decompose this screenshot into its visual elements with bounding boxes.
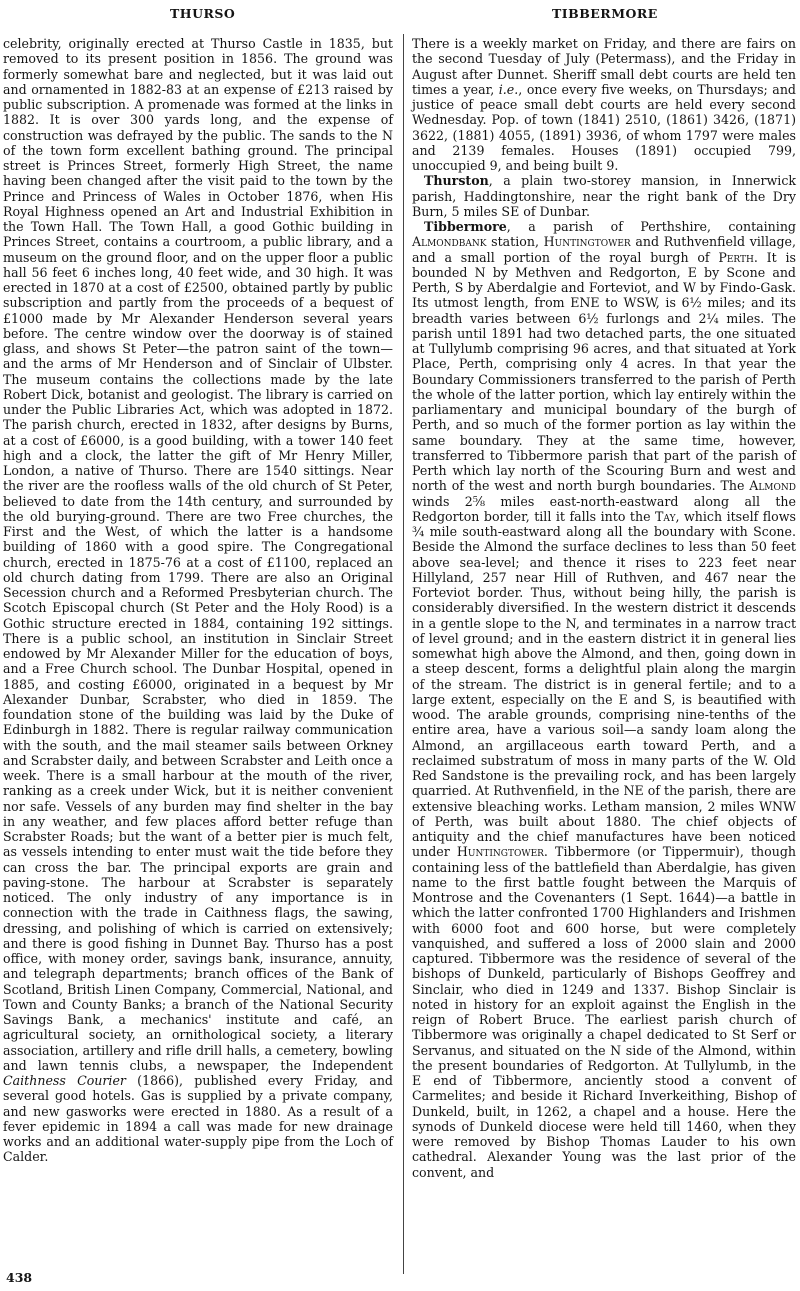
caithness-courier-title: Caithness Courier [3,1073,126,1088]
right-column [412,36,796,1180]
thurston-entry [412,173,796,219]
tibbermore-text-1: , a parish of Perthshire, containing [506,219,796,234]
huntingtower-ref: Huntingtower [543,234,631,250]
thurston-text: , a plain two-storey mansion, in Innerwick parish, Haddingtonshire, near the right bank of the Dry Burn, 5 miles SE of Dunbar. [412,173,796,219]
tibbermore-text-3: and Ruthvenfield village, and a small portion of the royal burgh of [412,234,796,265]
tibbermore-text-4: . It is bounded N by Methven and Redgorton, E by Scone and Perth, S by Aberdalgie and Forteviot, and W by Findo-Gask. Its utmost length, from ENE to WSW, is 6½ miles; and its breadth varies between 6½ furlongs and 2¼ miles. The parish until 1891 had two detached parts, the one situated at Tullylumb comprising 96 acres, and that situated at York Place, Perth, comprising only 4 acres. In that year the Boundary Commissioners transferred to the parish of Perth the whole of the latter portion, which lay entirely within the parliamentary and municipal boundary of the burgh of Perth, and so much of the former portion as lay within the same boundary. They at the same time, however, transferred to Tibbermore parish that part of the parish of Perth which lay north of the Scouring Burn and west and north of the west and north burgh boundaries. The [412,249,796,494]
thurso-text-end: (1866), published every Friday, and several good hotels. Gas is supplied by a private company, and new gasworks were erected in 1880. As a result of a fever epidemic in 1894 a call was made for new drainage works and an additional water-supply pipe from the Loch of Calder. [3,1073,393,1165]
tibbermore-text-6: , which itself flows ¾ mile south-eastward along all the boundary with Scone. Beside the Almond the surface declines to less than 50 feet above sea-level; and thence it rises to 223 feet near Hillyland, 257 near Hill of Ruthven, and 467 near the Forteviot border. Thus, without being hilly, the parish is considerably diversified. In the western district it descends in a gentle slope to the N, and terminates in a narrow tract of level ground; and in the eastern district it in general lies somewhat high above the Almond, and then, going down in a steep descent, forms a delightful plain along the margin of the stream. The district is in general fertile; and to a large extent, especially on the E and S, is beautified with wood. The arable grounds, comprising nine-tenths of the entire area, have a various soil—a sandy loam along the Almond, an argillaceous earth toward Perth, and a reclaimed substratum of moss in many parts of the W. Old Red Sandstone is the prevailing rock, and has been largely quarried. At Ruthvenfield, in the NE of the parish, there are extensive bleaching works. Letham mansion, 2 miles WNW of Perth, was built about 1880. The chief objects of antiquity and the chief manufactures have been noticed under [412,508,797,860]
huntingtower-ref-2: Huntingtower [456,844,544,860]
ie-abbrev: i.e. [498,81,519,97]
tay-ref: Tay [655,508,676,524]
thurso-text: celebrity, originally erected at Thurso Castle in 1835, but removed to its present position in 1856. The ground was formerly somewhat bare and neglected, but it was laid out and ornamented in 1882-83 at an expense of £213 raised by public subscription. A promenade was formed at the links in 1882. It is over 300 yards long, and the expense of construction was defrayed by the public. The sands to the N of the town form excellent bathing ground. The principal street is Princes Street, formerly High Street, the name having been changed after the visit paid to the town by the Prince and Princess of Wales in October 1876, when His Royal Highness opened an Art and Industrial Exhibition in the Town Hall. The Town Hall, a good Gothic building in Princes Street, contains a courtroom, a public library, and a museum on the ground floor, and on the upper floor a public hall 56 feet 6 inches long, 40 feet wide, and 30 high. It was erected in 1870 at a cost of £2500, obtained partly by public subscription and partly from the proceeds of a bequest of £1000 made by Mr Alexander Henderson several years before. The centre window over the doorway is of stained glass, and shows St Peter—the patron saint of the town—and the arms of Mr Henderson and of Sinclair of Ulbster. The museum contains the collections made by the late Robert Dick, botanist and geologist. The library is carried on under the Public Libraries Act, which was adopted in 1872. The parish church, erected in 1832, after designs by Burns, at a cost of £6000, is a good building, with a tower 140 feet high and a clock, the latter the gift of Mr Henry Miller, London, a native of Thurso. There are 1540 sittings. Near the river are the roofless walls of the old church of St Peter, believed to date from the 14th century, and surrounded by the old burying-ground. There are two Free churches, the First and the West, of which the latter is a handsome building of 1860 with a good spire. The Congregational church, erected in 1875-76 at a cost of £1100, replaced an old church dating from 1799. There are also an Original Secession church and a Reformed Presbyterian church. The Scotch Episcopal church (St Peter and the Holy Rood) is a Gothic structure erected in 1884, containing 192 sittings. There is a public school, an institution in Sinclair Street endowed by Mr Alexander Miller for the education of boys, and a Free Church school. The Dunbar Hospital, opened in 1885, and costing £6000, originated in a bequest by Mr Alexander Dunbar, Scrabster, who died in 1859. The foundation stone of the building was laid by the Duke of Edinburgh in 1882. There is regular railway communication with the south, and the mail steamer sails between Orkney and Scrabster daily, and between Scrabster and Leith once a week. There is a small harbour at the mouth of the river, ranking as a creek under Wick, but it is neither convenient nor safe. Vessels of any burden may find shelter in the bay in any weather, and few places afford better refuge than Scrabster Roads; but the want of a better pier is much felt, as vessels intending to enter must wait the tide before they can cross the bar. The principal exports are grain and paving-stone. The harbour at Scrabster is separately noticed. The only industry of any importance is in connection with the trade in Caithness flags, the sawing, dressing, and polishing of which is carried on extensively; and there is good fishing in Dunnet Bay. Thurso has a post office, with money order, savings bank, insurance, annuity, and telegraph departments; branch offices of the Bank of Scotland, British Linen Company, Commercial, National, and Town and County Banks; a branch of the National Security Savings Bank, a mechanics' institute and café, an agricultural society, an ornithological society, a literary association, artillery and rifle drill halls, a cemetery, bowling and lawn tennis clubs, a newspaper, the Independent [3,36,393,1073]
column-divider [403,34,404,1274]
perth-ref: Perth [718,249,754,265]
tibbermore-text-7: . Tibbermore (or Tippermuir), though containing less of the battlefield than Aberdalgie, has given name to the first battle fought between the Marquis of Montrose and the Covenanters (1 Sept. 1644)—a battle in which the latter confronted 1700 Highlanders and Irishmen with 6000 foot and 600 horse, but were completely vanquished, and suffered a loss of 2000 slain and 2000 captured. Tibbermore was the residence of several of the bishops of Dunkeld, particularly of Bishops Geoffrey and Sinclair, who died in 1249 and 1337. Bishop Sinclair is noted in history for an exploit against the English in the reign of Robert Bruce. The earliest parish church of Tibbermore was originally a chapel dedicated to St Serf or Servanus, and situated on the N side of the Almond, within the present boundaries of Redgorton. At Tullylumb, in the E end of Tibbermore, anciently stood a convent of Carmelites; and beside it Richard Inverkeithing, Bishop of Dunkeld, built, in 1262, a chapel and a house. Here the synods of Dunkeld diocese were held till 1460, when they were removed by Bishop Thomas Lauder to his own cathedral. Alexander Young was the last prior of the convent, and [412,844,796,1180]
thurso-continued-text-end: , once every five weeks, on Thursdays; and justice of peace small debt courts are held every second Wednesday. Pop. of town (1841) 2510, (1861) 3426, (1871) 3622, (1881) 4055, (1891) 3936, of whom 1797 were males and 2139 females. Houses (1891) occupied 799, unoccupied 9, and being built 9. [412,81,796,173]
thurso-continued-paragraph [412,36,796,173]
almond-ref: Almond [749,478,796,494]
thurston-heading: Thurston [424,173,489,189]
tibbermore-entry [412,219,796,1180]
tibbermore-text-5: winds 2⅝ miles east-north-eastward along all the Redgorton border, till it falls into the [412,493,796,524]
page-number: 438 [6,1270,33,1285]
thurso-continued-text: There is a weekly market on Friday, and there are fairs on the second Tuesday of July (Petermass), and the Friday in August after Dunnet. Sheriff small debt courts are held ten times a year, [412,36,796,97]
tibbermore-text-2: station, [486,234,544,250]
thurso-paragraph [3,36,393,1165]
almondbank-ref: Almondbank [412,234,487,250]
tibbermore-heading: Tibbermore [424,219,507,234]
left-column [3,36,393,1165]
running-head-left: THURSO [170,6,236,21]
running-head-right: TIBBERMORE [552,6,658,21]
